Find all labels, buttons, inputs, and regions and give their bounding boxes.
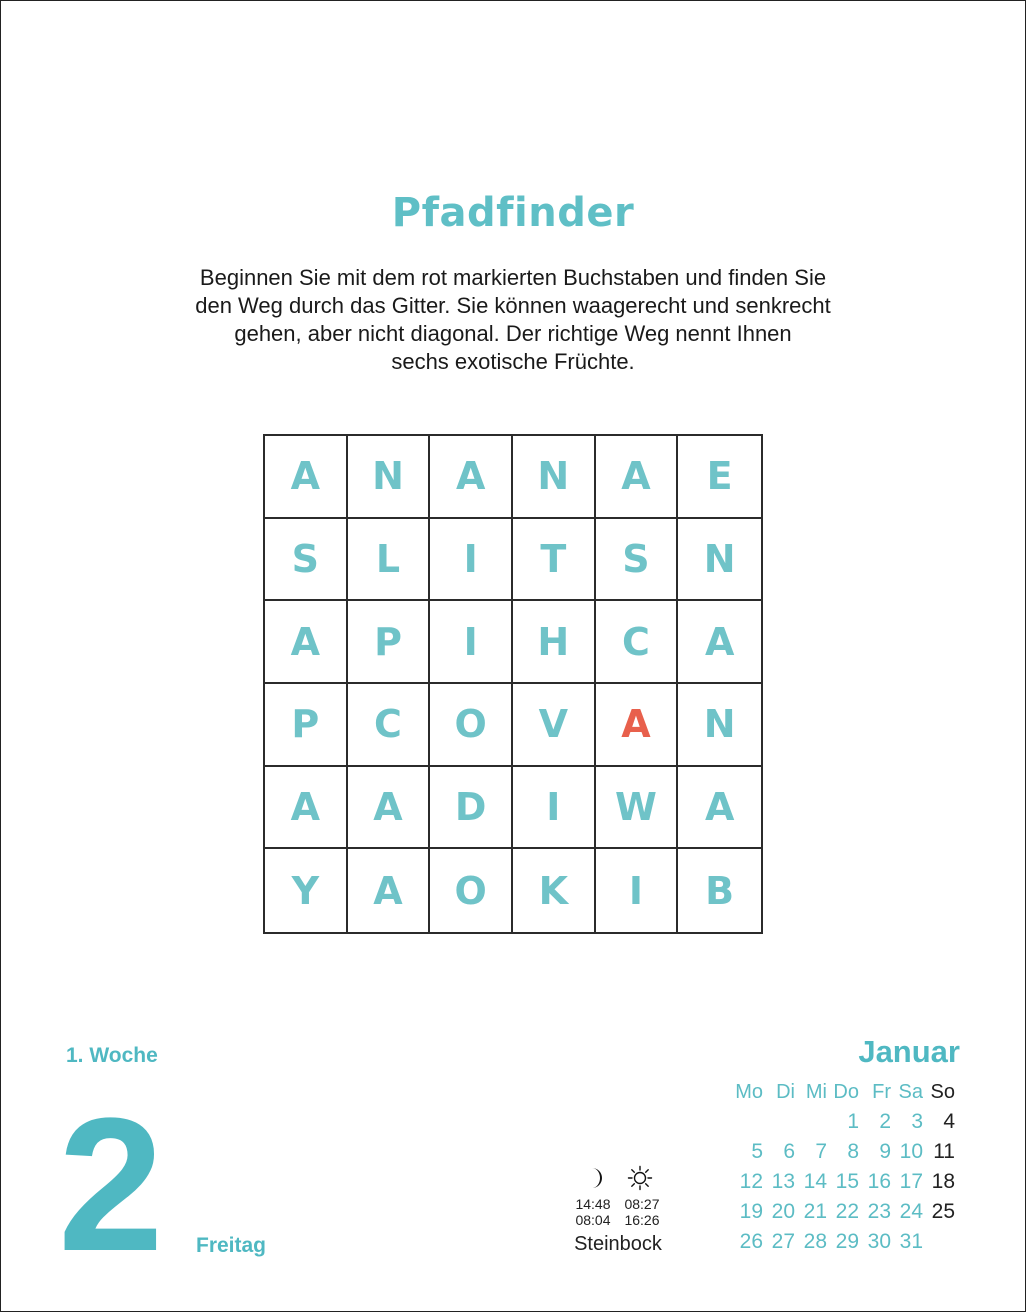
calendar-date: 23	[867, 1200, 891, 1223]
grid-cell: N	[513, 436, 596, 519]
calendar-date: 5	[751, 1140, 763, 1163]
day-number: 2	[58, 1079, 164, 1291]
calendar-date: 7	[815, 1140, 827, 1163]
grid-cell: A	[348, 849, 431, 932]
calendar-date: 8	[847, 1140, 859, 1163]
grid-cell: N	[678, 684, 761, 767]
calendar-date: 29	[835, 1230, 859, 1253]
instruction-line: den Weg durch das Gitter. Sie können waagerecht und senkrecht	[195, 293, 831, 318]
calendar-date: 13	[771, 1170, 795, 1193]
puzzle-title: Pfadfinder	[391, 190, 635, 236]
grid-cell: A	[596, 436, 679, 519]
grid-cell: I	[596, 849, 679, 932]
grid-cell: S	[596, 519, 679, 602]
month-calendar	[731, 1077, 955, 1257]
grid-cell: K	[513, 849, 596, 932]
calendar-week-row	[731, 1137, 955, 1167]
letter-grid	[263, 434, 763, 934]
calendar-date: 11	[933, 1140, 955, 1163]
calendar-date: 16	[867, 1170, 891, 1193]
sun-icon	[627, 1165, 653, 1191]
calendar-date: 1	[847, 1110, 859, 1133]
grid-cell-start: A	[596, 684, 679, 767]
calendar-date: 21	[803, 1200, 827, 1223]
calendar-date: 6	[783, 1140, 795, 1163]
grid-cell: I	[513, 767, 596, 850]
weekday-header-row	[731, 1077, 955, 1107]
calendar-date: 14	[803, 1170, 827, 1193]
calendar-date: 3	[911, 1110, 923, 1133]
weekday-header: Do	[833, 1080, 859, 1103]
calendar-date: 9	[879, 1140, 891, 1163]
grid-cell: C	[348, 684, 431, 767]
instruction-line: sechs exotische Früchte.	[391, 349, 635, 374]
calendar-week-row	[731, 1167, 955, 1197]
moon-icon	[579, 1165, 605, 1191]
calendar-date: 22	[835, 1200, 859, 1223]
instruction-line: Beginnen Sie mit dem rot markierten Buchstaben und finden Sie	[199, 265, 827, 290]
moonset-time: 08:04	[575, 1212, 611, 1228]
grid-cell: A	[265, 767, 348, 850]
grid-cell: O	[430, 849, 513, 932]
instruction-line: gehen, aber nicht diagonal. Der richtige Weg nennt Ihnen	[234, 321, 792, 346]
calendar-date: 19	[739, 1200, 763, 1223]
weekday-label: Freitag	[196, 1234, 267, 1257]
weekday-header: Fr	[872, 1080, 891, 1103]
weekday-header: Di	[776, 1080, 795, 1103]
grid-cell: A	[348, 767, 431, 850]
grid-cell: A	[430, 436, 513, 519]
grid-cell: A	[678, 767, 761, 850]
moonrise-time: 14:48	[575, 1196, 611, 1212]
week-label: 1. Woche	[66, 1044, 158, 1067]
calendar-date: 24	[899, 1200, 923, 1223]
calendar-date: 10	[899, 1140, 923, 1163]
zodiac-sign: Steinbock	[574, 1233, 662, 1255]
grid-cell: B	[705, 868, 735, 913]
calendar-week-row	[731, 1107, 955, 1137]
grid-cell: V	[513, 684, 596, 767]
calendar-date: 2	[879, 1110, 891, 1133]
calendar-date: 27	[771, 1230, 795, 1253]
grid-cell: C	[596, 601, 679, 684]
weekday-header: So	[930, 1080, 955, 1103]
grid-cell: P	[265, 684, 348, 767]
month-title: Januar	[858, 1034, 960, 1069]
calendar-date: 28	[803, 1230, 827, 1253]
calendar-date: 4	[943, 1110, 955, 1133]
calendar-date: 18	[931, 1170, 955, 1193]
grid-cell: O	[430, 684, 513, 767]
puzzle-instructions	[0, 264, 1026, 376]
calendar-date: 20	[771, 1200, 795, 1223]
grid-cell: E	[678, 436, 761, 519]
grid-cell: P	[348, 601, 431, 684]
grid-cell: W	[596, 767, 679, 850]
grid-cell: A	[265, 436, 348, 519]
calendar-week-row	[731, 1197, 955, 1227]
grid-cell: L	[348, 519, 431, 602]
grid-cell: A	[265, 601, 348, 684]
calendar-date: 26	[739, 1230, 763, 1253]
calendar-date: 31	[899, 1230, 923, 1253]
calendar-date: 12	[739, 1170, 763, 1193]
grid-cell: H	[513, 601, 596, 684]
sunset-time: 16:26	[624, 1212, 660, 1228]
grid-cell: Y	[265, 849, 348, 932]
grid-cell: I	[430, 601, 513, 684]
weekday-header: Mi	[805, 1080, 827, 1103]
grid-cell: N	[678, 519, 761, 602]
calendar-date: 30	[867, 1230, 891, 1253]
calendar-date: 25	[931, 1200, 955, 1223]
grid-cell: S	[265, 519, 348, 602]
calendar-date: 15	[835, 1170, 859, 1193]
sunrise-time: 08:27	[624, 1196, 660, 1212]
grid-cell: A	[678, 601, 761, 684]
calendar-date: 17	[899, 1170, 923, 1193]
weekday-header: Mo	[735, 1080, 763, 1103]
grid-cell: N	[348, 436, 431, 519]
calendar-week-row	[731, 1227, 955, 1257]
grid-cell: D	[430, 767, 513, 850]
weekday-header: Sa	[898, 1080, 923, 1103]
grid-cell: T	[513, 519, 596, 602]
grid-cell: I	[430, 519, 513, 602]
